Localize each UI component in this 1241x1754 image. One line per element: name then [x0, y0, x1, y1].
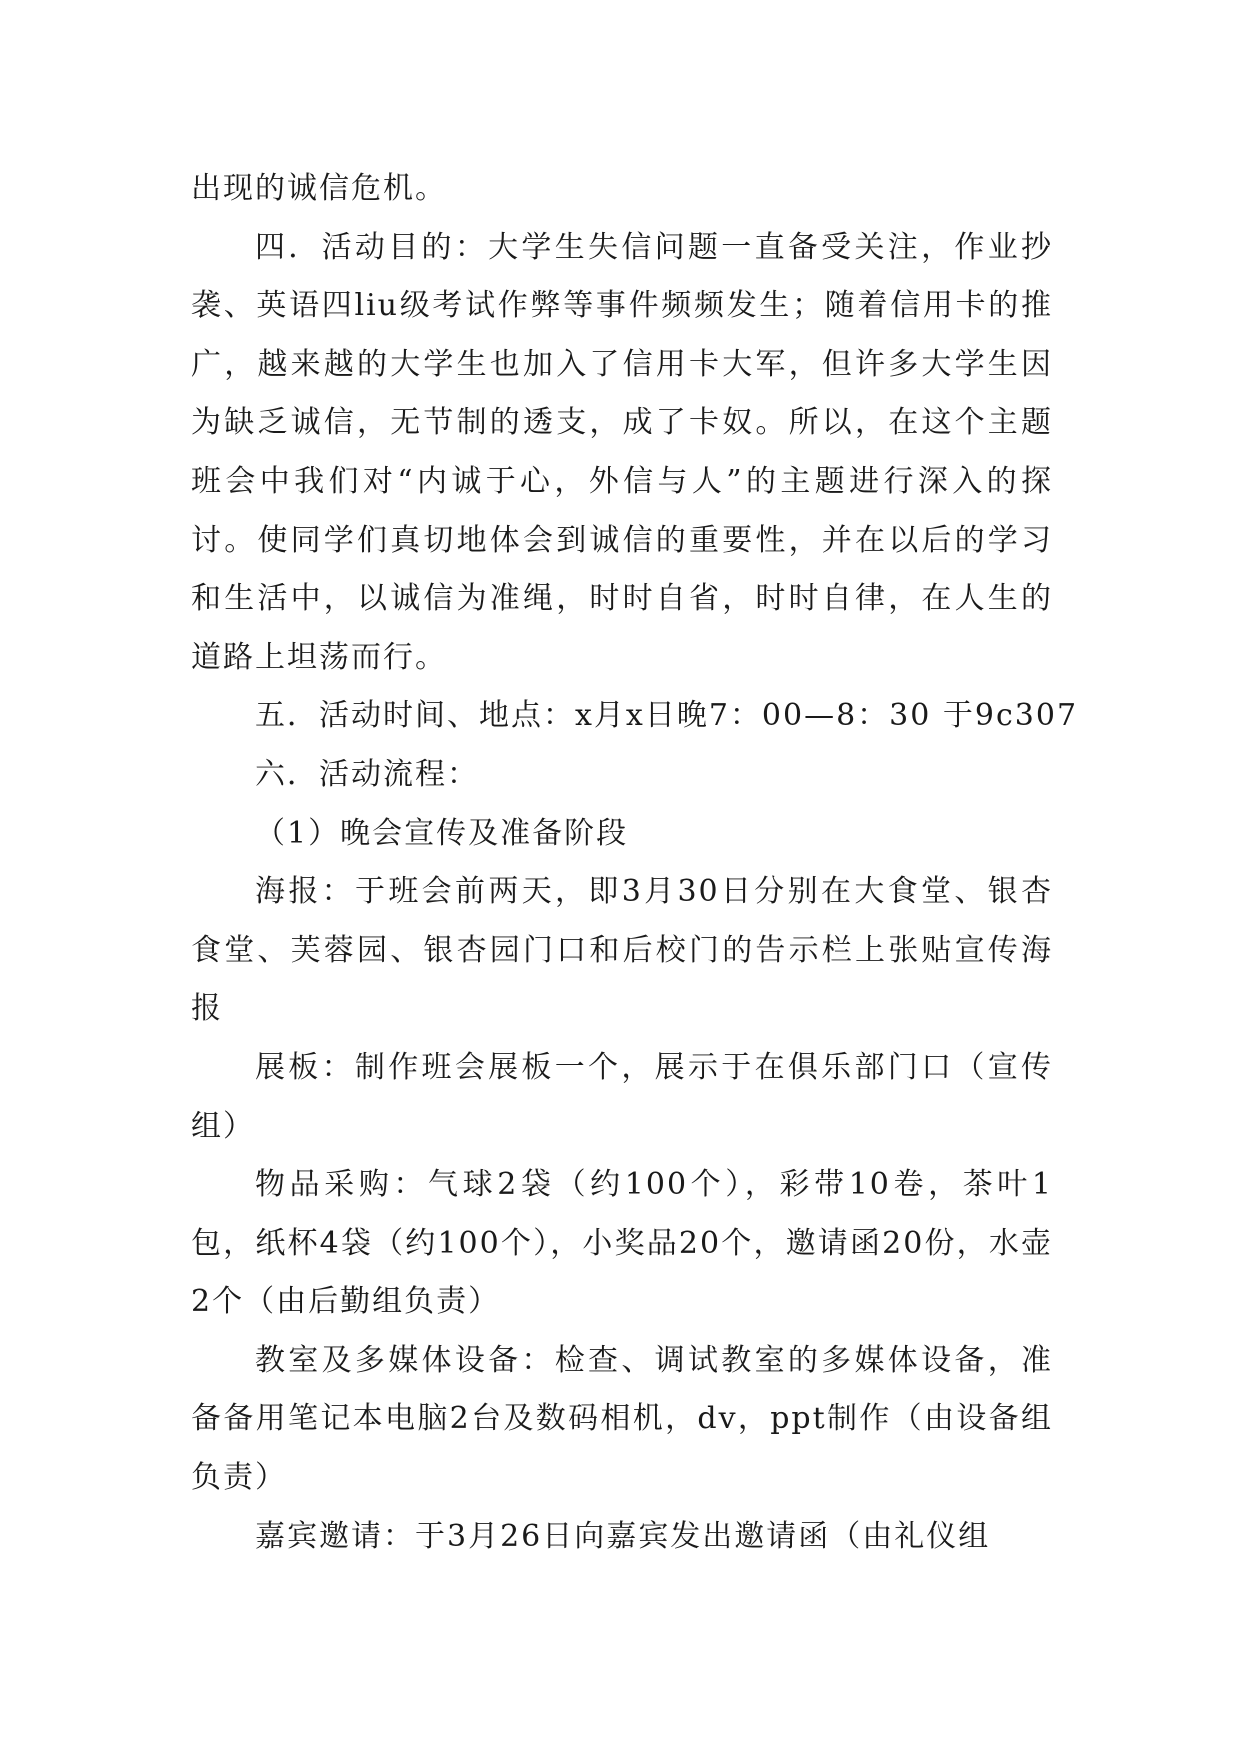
- paragraph-activity-purpose: 四．活动目的：大学生失信问题一直备受关注，作业抄袭、英语四liu级考试作弊等事件频频发生；随着信用卡的推广，越来越的大学生也加入了信用卡大军，但许多大学生因为缺乏诚信，无节制的透支，成了卡奴。所以，在这个主题班会中我们对“内诚于心，外信与人”的主题进行深入的探讨。使同学们真切地体会到诚信的重要性，并在以后的学习和生活中，以诚信为准绳，时时自省，时时自律，在人生的道路上坦荡而行。: [191, 229, 1053, 675]
- paragraph-preparation-stage: （1）晚会宣传及准备阶段: [255, 815, 629, 851]
- paragraph-purchasing: 物品采购：气球2袋（约100个），彩带10卷，茶叶1包，纸杯4袋（约100个），小奖品20个，邀请函20份，水壶2个（由后勤组负责）: [191, 1167, 1053, 1320]
- paragraph-activity-time-place: 五．活动时间、地点：x月x日晚7：00—8：30 于9c307: [255, 698, 1079, 734]
- paragraph-activity-process-heading: 六．活动流程：: [255, 756, 479, 792]
- paragraph-multimedia-equipment: 教室及多媒体设备：检查、调试教室的多媒体设备，准备备用笔记本电脑2台及数码相机，dv，ppt制作（由设备组负责）: [191, 1342, 1053, 1496]
- paragraph-display-board: 展板：制作班会展板一个，展示于在俱乐部门口（宣传组）: [191, 1049, 1053, 1144]
- document-body: [191, 160, 1079, 1566]
- paragraph-poster: 海报：于班会前两天，即3月30日分别在大食堂、银杏食堂、芙蓉园、银杏园门口和后校门的告示栏上张贴宣传海报: [191, 874, 1053, 1027]
- paragraph-continuation: 出现的诚信危机。: [191, 171, 447, 206]
- paragraph-guest-invitation: 嘉宾邀请：于3月26日向嘉宾发出邀请函（由礼仪组: [255, 1518, 991, 1554]
